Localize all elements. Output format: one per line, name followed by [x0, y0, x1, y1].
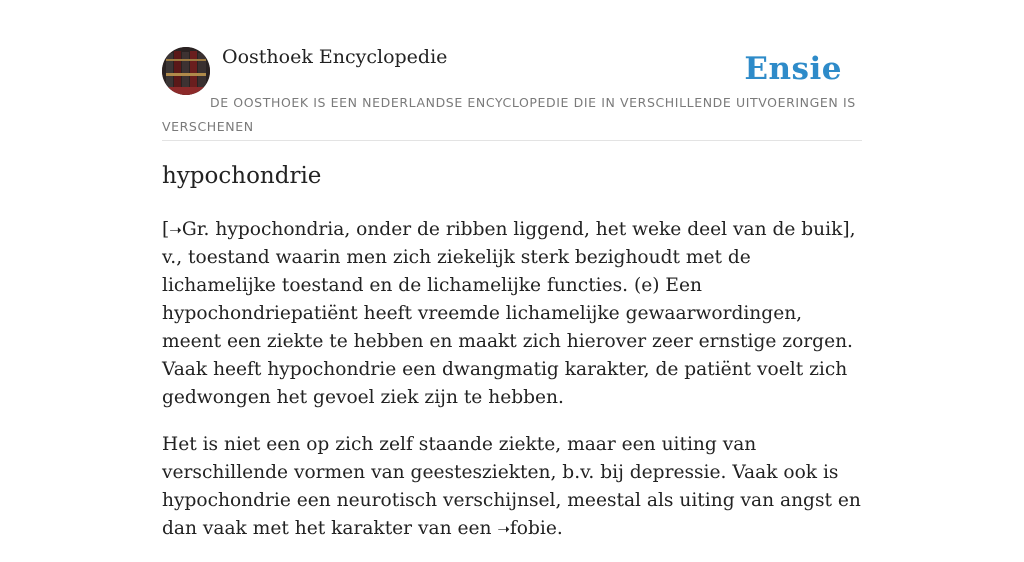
fobie-link[interactable]: fobie: [509, 518, 557, 539]
arrow-right-icon: ➝: [169, 221, 182, 239]
paragraph-2-end: .: [556, 518, 563, 539]
paragraph-1: [162, 216, 867, 412]
paragraph-2-text: Het is niet een op zich zelf staande ziekte, maar een uiting van verschillende vormen van geestesziekten, b.v. bij depressie. Vaak ook is hypochondrie een neurotisch verschijnsel, meestal als uiting van angst en dan vaak met het karakter van een: [162, 434, 861, 539]
ensie-logo[interactable]: Ensie: [744, 51, 842, 87]
paragraph-2: [162, 431, 867, 543]
books-avatar-icon[interactable]: [162, 47, 210, 95]
site-tagline: DE OOSTHOEK IS EEN NEDERLANDSE ENCYCLOPEDIE DIE IN VERSCHILLENDE UITVOERINGEN IS VERSCHENEN: [162, 95, 856, 134]
site-title-link[interactable]: Oosthoek Encyclopedie: [222, 46, 448, 68]
article-body: [162, 216, 867, 562]
article-title: hypochondrie: [162, 163, 322, 189]
paragraph-1-text: Gr. hypochondria, onder de ribben liggend, het weke deel van de buik], v., toestand waarin men zich ziekelijk sterk bezighoudt met de lichamelijke toestand en de lichamelijke functies. (e) Een hypochondriepatiënt heeft vreemde lichamelijke gewaarwordingen, meent een ziekte te hebben en maakt zich hierover zeer ernstige zorgen. Vaak heeft hypochondrie een dwangmatig karakter, de patiënt voelt zich gedwongen het gevoel ziek zijn te hebben.: [162, 219, 856, 408]
arrow-right-icon: ➝: [497, 520, 510, 538]
site-header: [162, 46, 862, 141]
bracket-text: [: [162, 219, 170, 240]
